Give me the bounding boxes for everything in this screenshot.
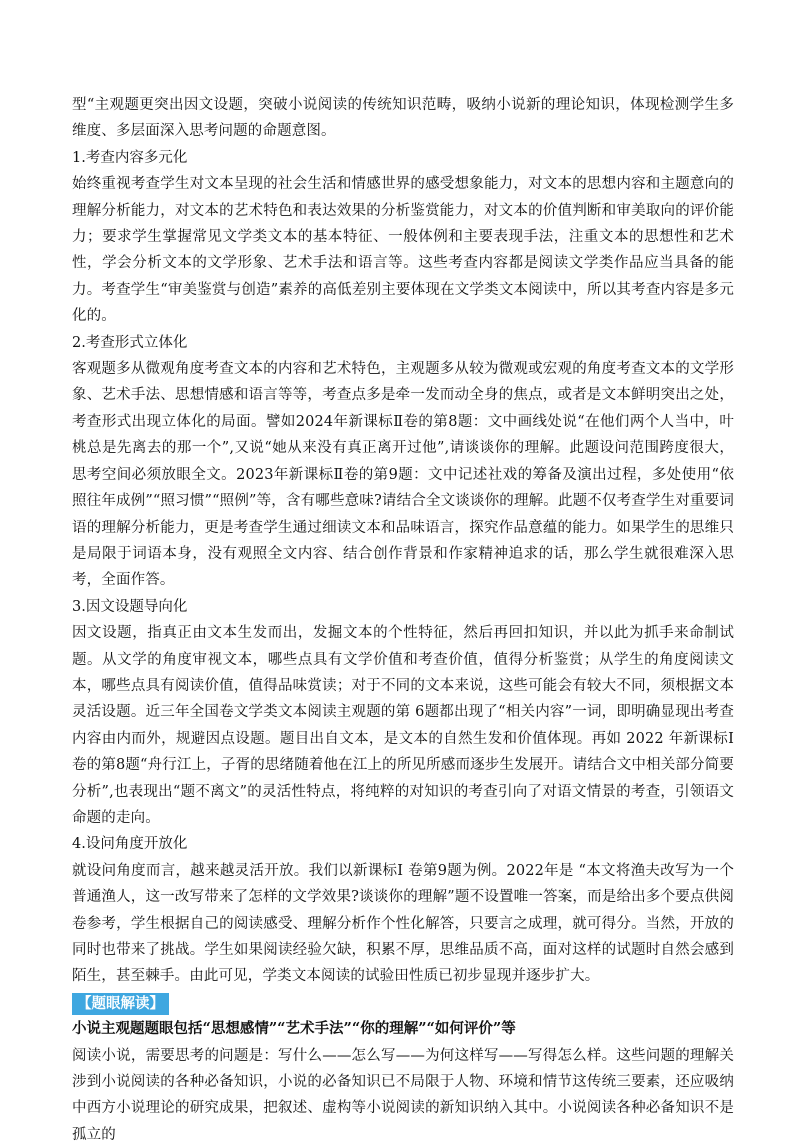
section-2-paragraph: 客观题多从微观角度考查文本的内容和艺术特色，主观题多从较为微观或宏观的角度考查文本的文学形象、艺术手法、思想情感和语言等等，考查点多是牵一发而动全身的焦点，或者是文本鲜明突出之处，考查形式出现立体化的局面。譬如2024年新课标Ⅱ卷的第8题：文中画线处说“在他们两个人当中，叶桃总是先离去的那一个”,又说“她从来没有真正离开过他”,请谈谈你的理解。此题设问范围跨度很大，思考空间必须放眼全文。2023年新课标Ⅱ卷的第9题：文中记述社戏的筹备及演出过程，多处使用“依照往年成例”“照习惯”“照例”等，含有哪些意味?请结合全文谈谈你的理解。此题不仅考查学生对重要词语的理解分析能力，更是考查学生通过细读文本和品味语言，探究作品意蕴的能力。如果学生的思维只是局限于词语本身，没有观照全文内容、结合创作背景和作家精神追求的话，那么学生就很难深入思考，全面作答。 — [72, 361, 734, 589]
section-4-paragraph: 就设问角度而言，越来越灵活开放。我们以新课标Ⅰ 卷第9题为例。2022年是 “本文将渔夫改写为一个普通渔人，这一改写带来了怎样的文学效果?谈谈你的理解”题不设置唯一答案，而是给出多个要点供阅卷参考，学生根据自己的阅读感受、理解分析作个性化解答，只要言之成理，就可得分。当然，开放的同时也带来了挑战。学生如果阅读经验欠缺，积累不厚，思维品质不高，面对这样的试题时自然会感到陌生，甚至棘手。由此可见，学类文本阅读的试验田性质已初步显现并逐步扩大。 — [72, 862, 734, 985]
section-3-paragraph: 因文设题，指真正由文本生发而出，发掘文本的个性特征，然后再回扣知识，并以此为抓手来命制试题。从文学的角度审视文本，哪些点具有文学价值和考查价值，值得分析鉴赏；从学生的角度阅读文本，哪些点具有阅读价值，值得品味赏读；对于不同的文本来说，这些可能会有较大不同，须根据文本灵活设题。近三年全国卷文学类文本阅读主观题的第 6题都出现了“相关内容”一词，即明确显现出考查内容由内而外，规避因点设题。题目出自文本，是文本的自然生发和价值体现。再如 2022 年新课标Ⅰ 卷的第8题“舟行江上，子胥的思绪随着他在江上的所见所感而逐步生发展开。请结合文中相关部分简要分析”,也表现出“题不离文”的灵活性特点，将纯粹的对知识的考查引向了对语文情景的考查，引领语文命题的走向。 — [72, 625, 734, 826]
section-heading-1: 1.考查内容多元化 — [72, 149, 188, 166]
bold-subheading: 小说主观题题眼包括“思想感情”“艺术手法”“你的理解”“如何评价”等 — [72, 1020, 516, 1038]
banner-row — [72, 990, 734, 1016]
section-heading-3: 3.因文设题导向化 — [72, 598, 188, 615]
closing-paragraph: 阅读小说，需要思考的问题是：写什么——怎么写——为何这样写——写得怎么样。这些问题的理解关涉到小说阅读的各种必备知识，小说的必备知识已不局限于人物、环境和情节这传统三要素，还应吸纳中西方小说理论的研究成果，把叙述、虚构等小说阅读的新知识纳入其中。小说阅读各种必备知识不是孤立的 — [72, 1047, 734, 1143]
section-banner: 【题眼解读】 — [72, 993, 169, 1015]
section-heading-4: 4.设问角度开放化 — [72, 836, 188, 853]
document-page — [72, 92, 734, 1148]
intro-paragraph: 型“主观题更突出因文设题，突破小说阅读的传统知识范畴，吸纳小说新的理论知识，体现检测学生多维度、多层面深入思考问题的命题意图。 — [72, 97, 734, 140]
section-1-paragraph: 始终重视考查学生对文本呈现的社会生活和情感世界的感受想象能力，对文本的思想内容和主题意向的理解分析能力，对文本的艺术特色和表达效果的分析鉴赏能力，对文本的价值判断和审美取向的评价能力；要求学生掌握常见文学类文本的基本特征、一般体例和主要表现手法，注重文本的思想性和艺术性，学会分析文本的文学形象、艺术手法和语言等。这些考查内容都是阅读文学类作品应当具备的能力。考查学生“审美鉴赏与创造”素养的高低差别主要体现在文学类文本阅读中，所以其考查内容是多元化的。 — [72, 176, 734, 325]
section-heading-2: 2.考查形式立体化 — [72, 334, 188, 351]
